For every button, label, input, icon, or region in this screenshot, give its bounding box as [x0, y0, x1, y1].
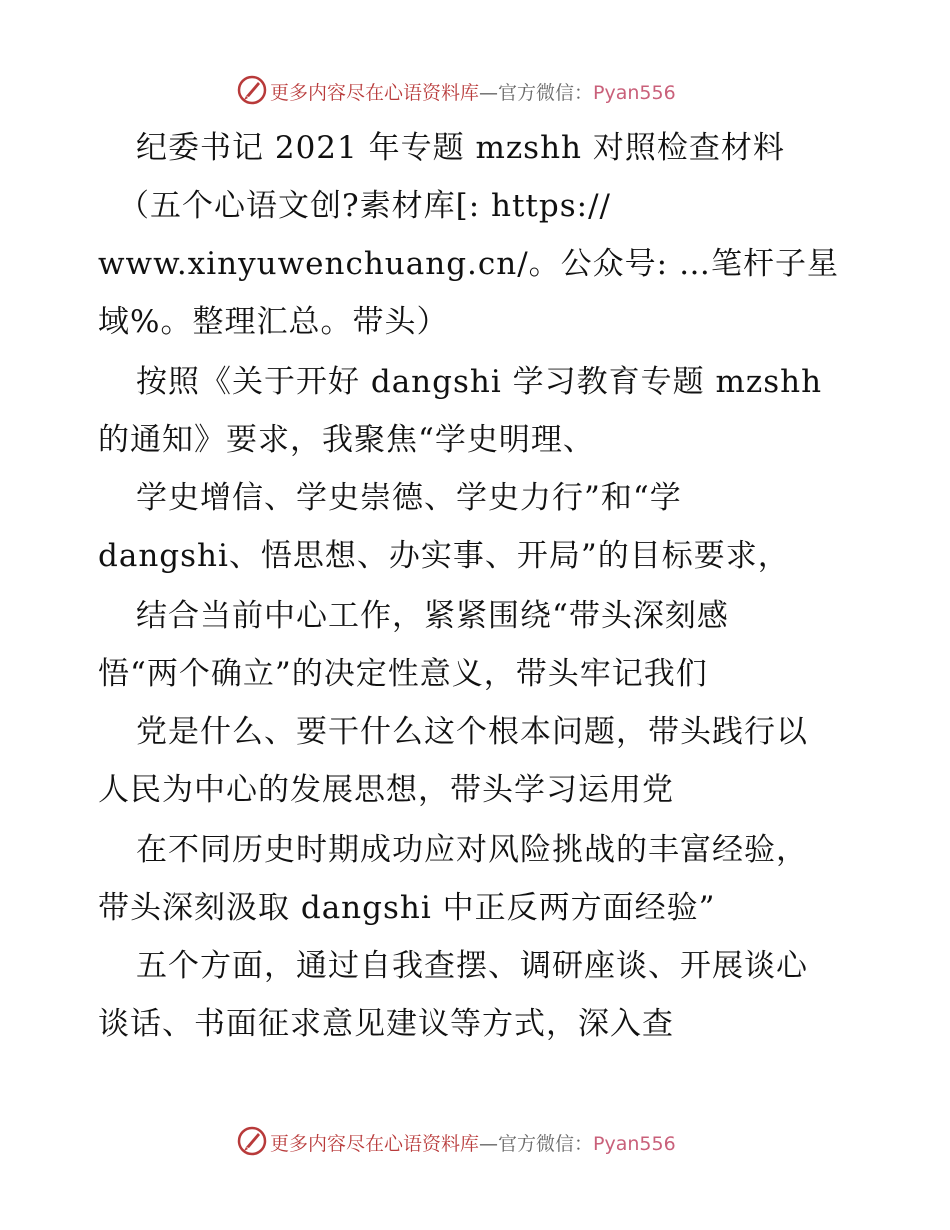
quill-logo-icon: [236, 1125, 268, 1157]
text-line: 党是什么、要干什么这个根本问题，带头践行以: [136, 714, 808, 750]
text-line: www.xinyuwenchuang.cn/。公众号: …笔杆子星: [98, 246, 839, 282]
text-line: 按照《关于开好 dangshi 学习教育专题 mzshh: [136, 364, 823, 400]
banner-wechat-id: Pyan556: [593, 1133, 676, 1155]
banner-wechat-label: —官方微信：: [479, 1133, 594, 1155]
banner-wechat-id: Pyan556: [593, 82, 676, 104]
text-line: 学史增信、学史崇德、学史力行”和“学: [136, 480, 682, 516]
text-line: 带头深刻汲取 dangshi 中正反两方面经验”: [98, 890, 716, 926]
text-line: 结合当前中心工作，紧紧围绕“带头深刻感: [136, 598, 729, 634]
footer-banner: [0, 1123, 950, 1159]
banner-site-name: 更多内容尽在心语资料库: [270, 1133, 480, 1155]
banner-text: [270, 1129, 676, 1156]
banner-wechat-label: —官方微信：: [479, 82, 594, 104]
text-line: 人民为中心的发展思想，带头学习运用党: [98, 772, 674, 808]
text-line: 的通知》要求，我聚焦“学史明理、: [98, 422, 595, 458]
text-line: （五个心语文创?素材库[: https://: [118, 188, 611, 224]
document-title: 纪委书记 2021 年专题 mzshh 对照检查材料: [136, 130, 785, 166]
text-line: 域%。整理汇总。带头）: [98, 304, 449, 340]
text-line: 谈话、书面征求意见建议等方式，深入查: [98, 1006, 674, 1042]
banner-site-name: 更多内容尽在心语资料库: [270, 82, 480, 104]
text-line: dangshi、悟思想、办实事、开局”的目标要求，: [98, 538, 790, 574]
text-line: 在不同历史时期成功应对风险挑战的丰富经验，: [136, 832, 808, 868]
text-line: 五个方面，通过自我查摆、调研座谈、开展谈心: [136, 948, 808, 984]
text-line: 悟“两个确立”的决定性意义，带头牢记我们: [98, 656, 708, 692]
